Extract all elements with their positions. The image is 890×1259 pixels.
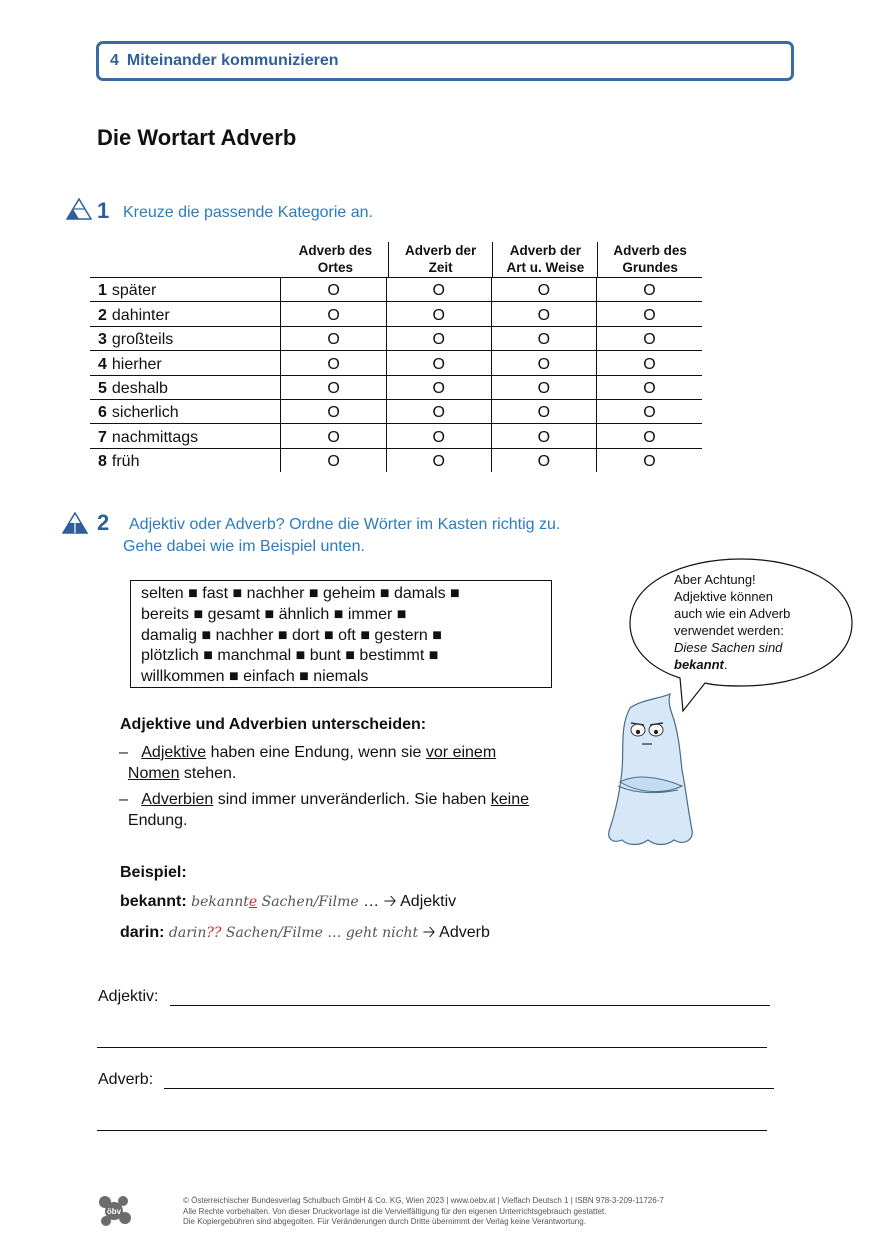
- answer-adjektiv-line-1[interactable]: [170, 1005, 770, 1006]
- answer-circle[interactable]: O: [492, 449, 597, 472]
- answer-circle[interactable]: O: [387, 376, 492, 399]
- example-darin: darin: darin?? Sachen/Filme … geht nicht 🡢 Adverb: [120, 924, 490, 941]
- answer-circle[interactable]: O: [643, 355, 656, 373]
- example-title: Beispiel:: [120, 864, 187, 881]
- answer-circle[interactable]: O: [387, 449, 492, 472]
- word-box-line: willkommen ■ einfach ■ niemals: [141, 668, 369, 686]
- footer-copyright: © Österreichischer Bundesverlag Schulbuch GmbH & Co. KG, Wien 2023 | www.oebv.at | Vielfach Deutsch 1 | ISBN 978-3-209-11726-7 Alle Rechte vorbehalten. Von dieser Druckvorlage ist die Vervielfältigung für den eigenen Unterrichtsgebrauch gestattet. Die Kopiergebühren sind abgegolten. Für Veränderungen durch Dritte übernimmt der Verlag keine Verantwortung.: [183, 1196, 664, 1226]
- row-word: 8 früh: [90, 449, 281, 472]
- word-box-line: damalig ■ nachher ■ dort ■ oft ■ gestern ■: [141, 626, 442, 644]
- answer-circle[interactable]: O: [281, 424, 386, 447]
- row-word: 5 deshalb: [90, 376, 281, 399]
- category-table: [90, 242, 702, 472]
- table-row: [90, 277, 702, 301]
- answer-circle[interactable]: O: [492, 278, 597, 301]
- column-header: Adverb des Grundes: [597, 242, 702, 277]
- answer-circle[interactable]: O: [281, 376, 386, 399]
- answer-circle[interactable]: O: [492, 327, 597, 350]
- answer-adjektiv-label: Adjektiv:: [98, 988, 159, 1005]
- answer-circle[interactable]: O: [281, 351, 386, 374]
- answer-circle[interactable]: O: [492, 400, 597, 423]
- rule-2: – Adverbien sind immer unveränderlich. Sie haben keine Endung.: [119, 791, 530, 829]
- answer-circle[interactable]: O: [387, 302, 492, 325]
- task2-instruction-line1: Adjektiv oder Adverb? Ordne die Wörter im Kasten richtig zu.: [129, 516, 561, 533]
- difficulty-pyramid-icon: [66, 198, 92, 220]
- answer-circle[interactable]: O: [387, 278, 492, 301]
- speech-bubble-text: Aber Achtung! Adjektive können auch wie ein Adverb verwendet werden: Diese Sachen sind bekannt.: [674, 572, 791, 672]
- task1-number: 1: [97, 198, 110, 223]
- task2-instruction-line2: Gehe dabei wie im Beispiel unten.: [123, 538, 365, 555]
- row-word: 6 sicherlich: [90, 400, 281, 423]
- table-row: [90, 326, 702, 350]
- svg-text:öbv: öbv: [106, 1207, 122, 1216]
- answer-adverb-line-2[interactable]: [97, 1130, 767, 1131]
- answer-circle[interactable]: O: [281, 327, 386, 350]
- row-word: 4 hierher: [90, 351, 281, 374]
- answer-circle[interactable]: O: [281, 302, 386, 325]
- task1-instruction: Kreuze die passende Kategorie an.: [123, 204, 373, 221]
- task2-number: 2: [97, 510, 110, 535]
- table-row: [90, 301, 702, 325]
- ghost-mascot-icon: [600, 690, 700, 850]
- page-title: Die Wortart Adverb: [97, 125, 297, 150]
- example-bekannt: bekannt: bekannte Sachen/Filme … 🡢 Adjektiv: [120, 893, 457, 910]
- answer-circle[interactable]: O: [387, 424, 492, 447]
- answer-circle[interactable]: O: [643, 453, 656, 471]
- answer-circle[interactable]: O: [387, 327, 492, 350]
- chapter-number: 4: [110, 52, 119, 69]
- column-header: Adverb des Ortes: [298, 243, 373, 275]
- answer-adjektiv-line-2[interactable]: [97, 1047, 767, 1048]
- arrow-right-icon: 🡢: [383, 893, 397, 910]
- answer-circle[interactable]: O: [492, 376, 597, 399]
- answer-circle[interactable]: O: [643, 331, 656, 349]
- answer-circle[interactable]: O: [281, 449, 386, 472]
- table-row: [90, 399, 702, 423]
- word-box-line: bereits ■ gesamt ■ ähnlich ■ immer ■: [141, 605, 407, 623]
- table-row: [90, 423, 702, 447]
- table-row: [90, 350, 702, 374]
- oebv-logo-icon: [96, 1193, 132, 1229]
- answer-circle[interactable]: O: [387, 400, 492, 423]
- answer-circle[interactable]: O: [643, 282, 656, 300]
- word-box-line: selten ■ fast ■ nachher ■ geheim ■ damals ■: [141, 585, 460, 602]
- difficulty-pyramid-icon: [62, 512, 88, 534]
- answer-circle[interactable]: O: [492, 302, 597, 325]
- row-word: 2 dahinter: [90, 302, 281, 325]
- answer-circle[interactable]: O: [387, 351, 492, 374]
- arrow-right-icon: 🡢: [422, 924, 436, 941]
- word-box-line: plötzlich ■ manchmal ■ bunt ■ bestimmt ■: [141, 647, 439, 665]
- answer-circle[interactable]: O: [281, 400, 386, 423]
- answer-circle[interactable]: O: [281, 278, 386, 301]
- table-header: [283, 242, 702, 277]
- row-word: 3 großteils: [90, 327, 281, 350]
- answer-circle[interactable]: O: [643, 404, 656, 422]
- answer-circle[interactable]: O: [643, 379, 656, 397]
- rule-1: – Adjektive haben eine Endung, wenn sie vor einem Nomen stehen.: [119, 744, 497, 782]
- table-row: [90, 448, 702, 472]
- answer-circle[interactable]: O: [492, 351, 597, 374]
- answer-circle[interactable]: O: [492, 424, 597, 447]
- answer-circle[interactable]: O: [643, 428, 656, 446]
- column-header: Adverb der Art u. Weise: [492, 242, 597, 277]
- answer-adverb-label: Adverb:: [98, 1071, 154, 1088]
- rules-title: Adjektive und Adverbien unterscheiden:: [120, 716, 427, 733]
- row-word: 7 nachmittags: [90, 424, 281, 447]
- row-word: 1 später: [90, 278, 281, 301]
- chapter-title: Miteinander kommunizieren: [126, 52, 339, 69]
- answer-circle[interactable]: O: [643, 306, 656, 324]
- chapter-header: [96, 41, 794, 81]
- answer-adverb-line-1[interactable]: [164, 1088, 774, 1089]
- column-header: Adverb der Zeit: [388, 242, 493, 277]
- table-row: [90, 375, 702, 399]
- word-box: [130, 580, 552, 688]
